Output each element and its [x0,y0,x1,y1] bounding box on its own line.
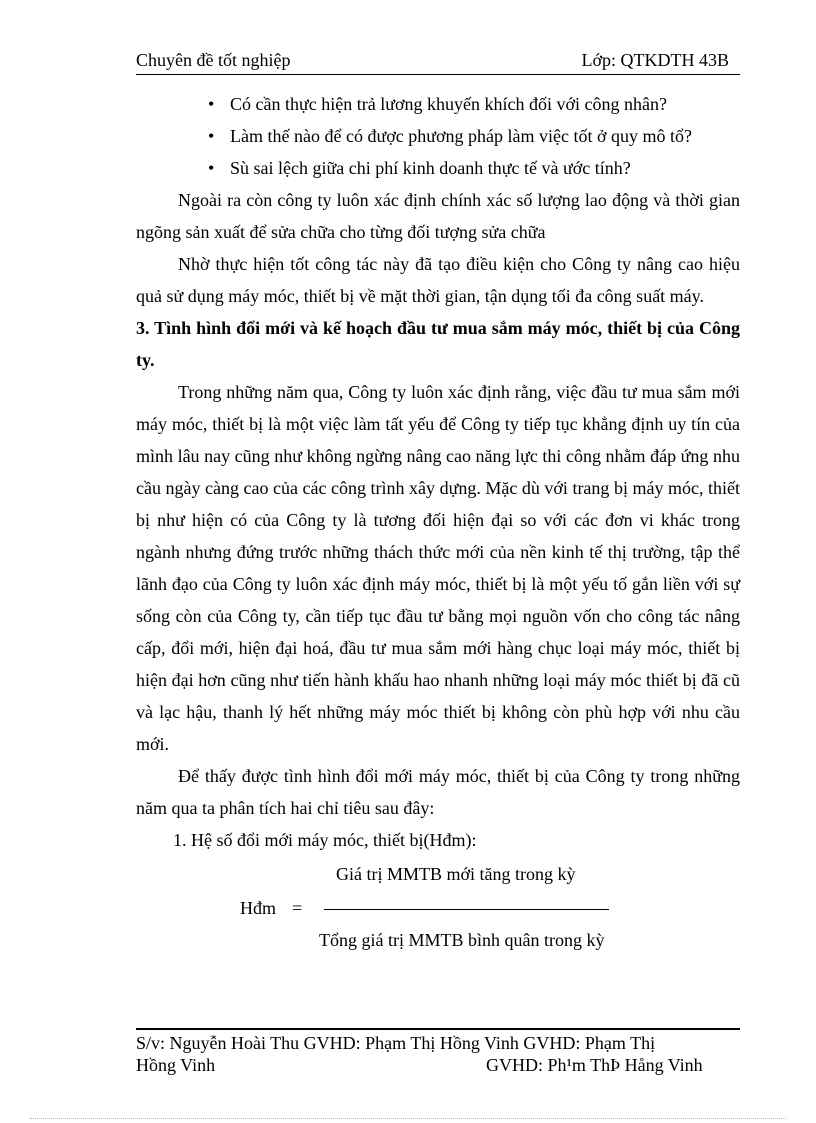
formula-lhs: Hđm [240,898,276,918]
fraction-bar [324,909,609,910]
paragraph: Nhờ thực hiện tốt công tác này đã tạo điều kiện cho Công ty nâng cao hiệu quả sử dụng máy móc, thiết bị về mặt thời gian, tận dụng tối đa công suất máy. [136,254,740,306]
footer-line-1: S/v: Nguyễn Hoài Thu GVHD: Phạm Thị Hồng Vinh GVHD: Phạm Thị [136,1033,656,1053]
bullet-icon: • [208,94,215,114]
header-class: Lớp: QTKDTH 43B [581,50,729,70]
section-heading: 3. Tình hình đổi mới và kế hoạch đầu tư mua sắm máy móc, thiết bị của Công ty. [136,318,740,370]
formula-denominator: Tổng giá trị MMTB bình quân trong kỳ [319,930,605,950]
header-rule [136,74,740,75]
list-item [136,120,740,152]
list-item [136,152,740,184]
numbered-item: 1. Hệ số đổi mới máy móc, thiết bị(Hđm): [173,830,477,850]
list-item [136,88,740,120]
paragraph: Trong những năm qua, Công ty luôn xác định rằng, việc đầu tư mua sắm mới máy móc, thiết bị là một việc làm tất yếu để Công ty tiếp tục khẳng định uy tín của mình lâu nay cũng như không ngừng nâng cao năng lực thi công nhằm đáp ứng nhu cầu ngày càng cao của các công trình xây dựng. Mặc dù với trang bị máy móc, thiết bị như hiện có của Công ty là tương đối hiện đại so với các đơn vi khác trong ngành nhưng đứng trước những thách thức mới của nền kinh tế thị trường, tập thể lãnh đạo của Công ty luôn xác định máy móc, thiết bị là một yếu tố gắn liền với sự sống còn của Công ty, cần tiếp tục đầu tư bằng mọi nguồn vốn cho công tác nâng cấp, đổi mới, hiện đại hoá, đầu tư mua sắm mới hàng chục loại máy móc, thiết bị hiện đại hơn cũng như tiến hành khấu hao nhanh những loại máy móc thiết bị đã cũ và lạc hậu, thanh lý hết những máy móc thiết bị không còn phù hợp với nhu cầu mới. [136,382,740,754]
footer-rule [136,1028,740,1030]
footer-line-2-left: Hồng Vinh [136,1055,216,1075]
formula-numerator: Giá trị MMTB mới tăng trong kỳ [336,864,576,884]
body-text [136,88,740,958]
paragraph: Để thấy được tình hình đổi mới máy móc, thiết bị của Công ty trong những năm qua ta phân tích hai chỉ tiêu sau đây: [136,766,740,818]
formula [136,858,740,958]
bullet-text: Làm thế nào để có được phương pháp làm việc tốt ở quy mô tổ? [230,126,692,146]
bullet-text: Có cần thực hiện trả lương khuyến khích đối với công nhân? [230,94,667,114]
page-edge-divider [30,1118,786,1119]
bullet-list [136,88,740,184]
bullet-icon: • [208,158,215,178]
paragraph: Ngoài ra còn công ty luôn xác định chính xác số lượng lao động và thời gian ngõng sản xuất để sửa chữa cho từng đối tượng sửa chữa [136,190,740,242]
footer-line-2-right: GVHD: Ph¹m ThÞ Hång Vinh [486,1055,703,1075]
bullet-text: Sù sai lệch giữa chi phí kinh doanh thực tế và ước tính? [230,158,631,178]
header-title: Chuyên đề tốt nghiệp [136,50,291,70]
formula-equals: = [292,898,303,918]
bullet-icon: • [208,126,215,146]
